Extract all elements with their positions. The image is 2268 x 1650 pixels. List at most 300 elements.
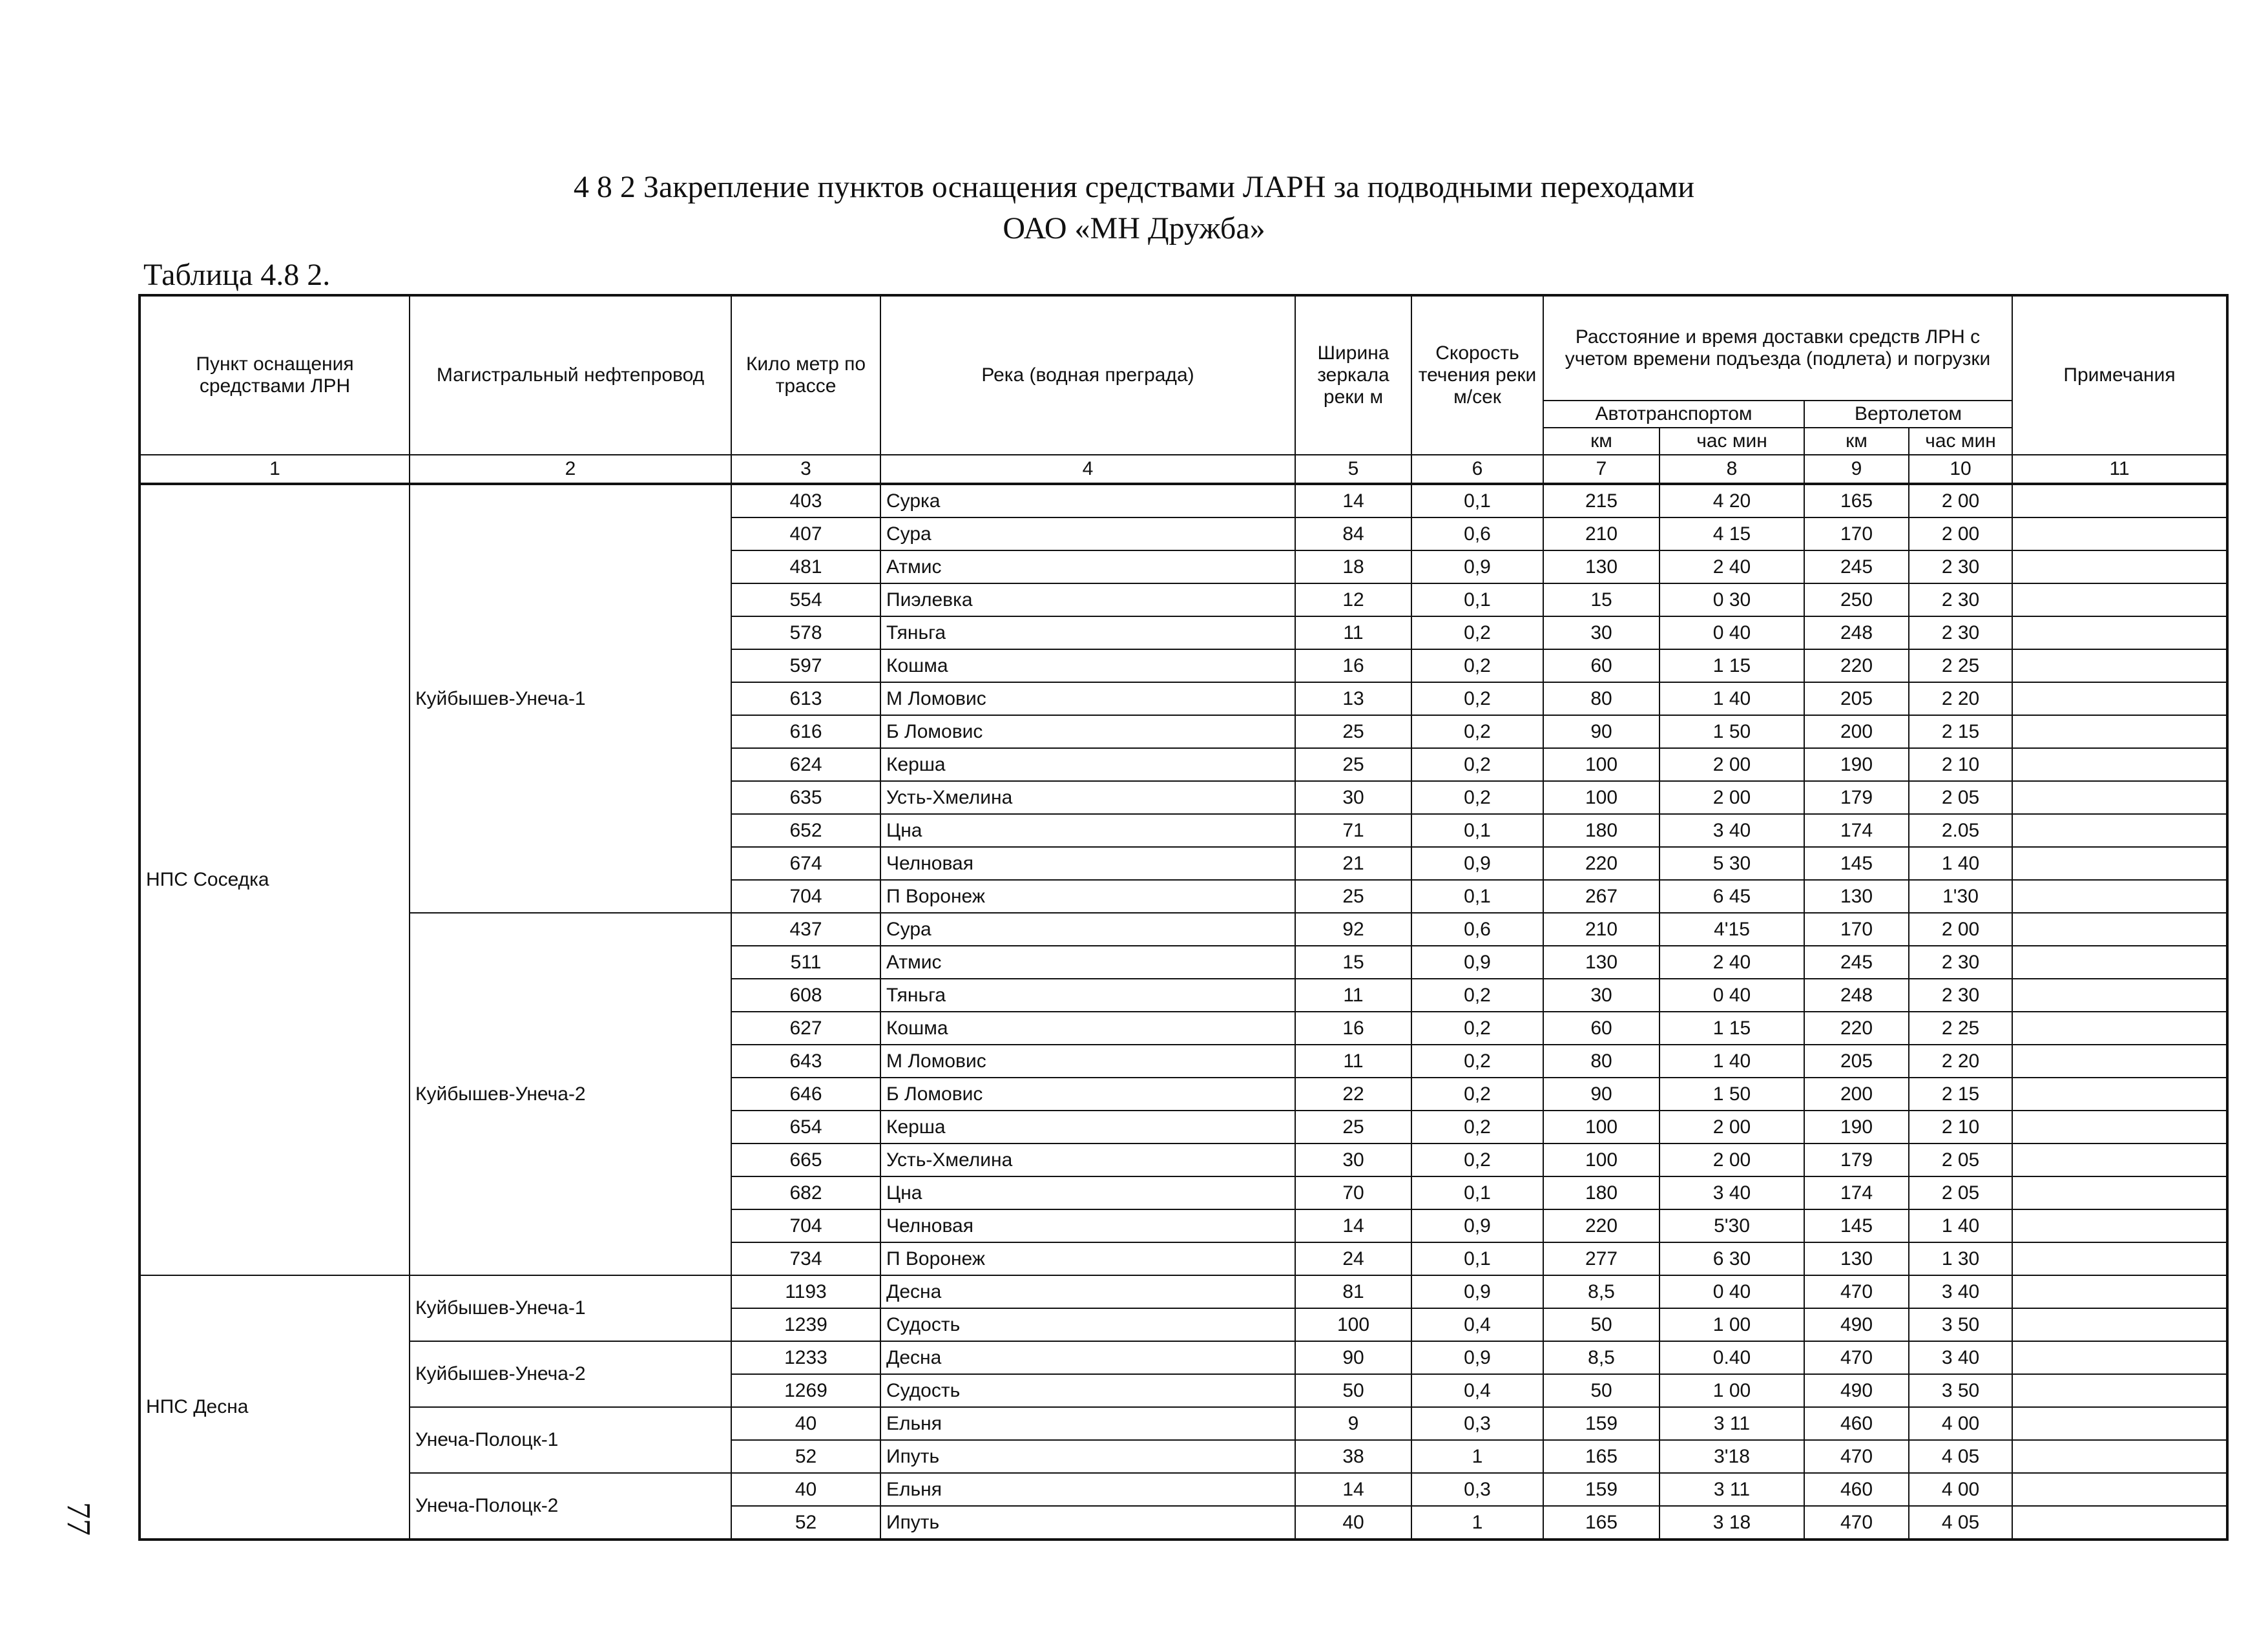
notes-cell <box>2012 814 2227 847</box>
width-cell: 14 <box>1295 484 1411 517</box>
table-row <box>140 1341 2227 1374</box>
width-cell: 16 <box>1295 1012 1411 1045</box>
heli-time-cell: 2 30 <box>1909 946 2012 979</box>
km-cell: 608 <box>731 979 880 1012</box>
auto-km-cell: 8,5 <box>1543 1341 1659 1374</box>
width-cell: 25 <box>1295 715 1411 748</box>
header-heli: Вертолетом <box>1804 401 2012 428</box>
heli-km-cell: 250 <box>1804 583 1909 616</box>
river-cell: П Воронеж <box>880 880 1295 913</box>
km-cell: 597 <box>731 649 880 682</box>
auto-km-cell: 100 <box>1543 1111 1659 1144</box>
river-cell: Ельня <box>880 1407 1295 1440</box>
notes-cell <box>2012 979 2227 1012</box>
river-cell: Усть-Хмелина <box>880 1144 1295 1176</box>
river-cell: Челновая <box>880 847 1295 880</box>
header-river: Река (водная преграда) <box>880 295 1295 455</box>
heli-time-cell: 2 05 <box>1909 1176 2012 1209</box>
notes-cell <box>2012 1308 2227 1341</box>
width-cell: 11 <box>1295 616 1411 649</box>
pipeline-cell: Унеча-Полоцк-2 <box>410 1473 731 1540</box>
heli-time-cell: 2 20 <box>1909 682 2012 715</box>
heli-km-cell: 170 <box>1804 517 1909 550</box>
auto-time-cell: 1 00 <box>1659 1308 1804 1341</box>
column-number: 8 <box>1659 455 1804 484</box>
km-cell: 646 <box>731 1078 880 1111</box>
km-cell: 704 <box>731 1209 880 1242</box>
auto-time-cell: 3 40 <box>1659 1176 1804 1209</box>
auto-time-cell: 1 40 <box>1659 1045 1804 1078</box>
heli-km-cell: 460 <box>1804 1407 1909 1440</box>
km-cell: 1193 <box>731 1275 880 1308</box>
header-width: Ширина зеркала реки м <box>1295 295 1411 455</box>
heli-time-cell: 4 05 <box>1909 1440 2012 1473</box>
heli-time-cell: 2 15 <box>1909 715 2012 748</box>
notes-cell <box>2012 946 2227 979</box>
auto-km-cell: 100 <box>1543 1144 1659 1176</box>
heli-km-cell: 179 <box>1804 1144 1909 1176</box>
auto-time-cell: 4 15 <box>1659 517 1804 550</box>
auto-km-cell: 267 <box>1543 880 1659 913</box>
heli-time-cell: 2 30 <box>1909 616 2012 649</box>
notes-cell <box>2012 1045 2227 1078</box>
heli-km-cell: 205 <box>1804 1045 1909 1078</box>
km-cell: 578 <box>731 616 880 649</box>
heli-time-cell: 2 10 <box>1909 748 2012 781</box>
width-cell: 40 <box>1295 1506 1411 1540</box>
auto-km-cell: 220 <box>1543 847 1659 880</box>
heli-time-cell: 2 05 <box>1909 781 2012 814</box>
river-cell: Судость <box>880 1374 1295 1407</box>
width-cell: 24 <box>1295 1242 1411 1275</box>
width-cell: 13 <box>1295 682 1411 715</box>
speed-cell: 0,9 <box>1411 946 1543 979</box>
notes-cell <box>2012 616 2227 649</box>
column-number: 7 <box>1543 455 1659 484</box>
km-cell: 437 <box>731 913 880 946</box>
heli-km-cell: 145 <box>1804 1209 1909 1242</box>
auto-time-cell: 3 11 <box>1659 1407 1804 1440</box>
auto-km-cell: 210 <box>1543 913 1659 946</box>
document-title <box>0 167 2268 249</box>
km-cell: 627 <box>731 1012 880 1045</box>
speed-cell: 0,2 <box>1411 1012 1543 1045</box>
auto-time-cell: 1 15 <box>1659 1012 1804 1045</box>
auto-time-cell: 1 50 <box>1659 1078 1804 1111</box>
heli-time-cell: 1 30 <box>1909 1242 2012 1275</box>
pipeline-cell: Куйбышев-Унеча-1 <box>410 484 731 913</box>
width-cell: 25 <box>1295 880 1411 913</box>
auto-time-cell: 0 40 <box>1659 979 1804 1012</box>
heli-time-cell: 2 15 <box>1909 1078 2012 1111</box>
speed-cell: 0,2 <box>1411 781 1543 814</box>
km-cell: 654 <box>731 1111 880 1144</box>
notes-cell <box>2012 649 2227 682</box>
speed-cell: 0,9 <box>1411 1275 1543 1308</box>
auto-km-cell: 100 <box>1543 748 1659 781</box>
heli-time-cell: 4 00 <box>1909 1407 2012 1440</box>
river-cell: Керша <box>880 1111 1295 1144</box>
river-cell: Ипуть <box>880 1506 1295 1540</box>
width-cell: 81 <box>1295 1275 1411 1308</box>
speed-cell: 0,2 <box>1411 979 1543 1012</box>
header-pipeline: Магистральный нефтепровод <box>410 295 731 455</box>
km-cell: 682 <box>731 1176 880 1209</box>
river-cell: Кошма <box>880 1012 1295 1045</box>
header-heli-km: км <box>1804 428 1909 455</box>
speed-cell: 0,3 <box>1411 1473 1543 1506</box>
km-cell: 407 <box>731 517 880 550</box>
table-row <box>140 1275 2227 1308</box>
heli-km-cell: 490 <box>1804 1374 1909 1407</box>
river-cell: Челновая <box>880 1209 1295 1242</box>
auto-time-cell: 1 50 <box>1659 715 1804 748</box>
heli-time-cell: 2 30 <box>1909 979 2012 1012</box>
speed-cell: 0,2 <box>1411 616 1543 649</box>
heli-km-cell: 174 <box>1804 1176 1909 1209</box>
notes-cell <box>2012 583 2227 616</box>
auto-km-cell: 30 <box>1543 616 1659 649</box>
auto-km-cell: 180 <box>1543 814 1659 847</box>
column-number: 2 <box>410 455 731 484</box>
auto-km-cell: 50 <box>1543 1374 1659 1407</box>
auto-km-cell: 210 <box>1543 517 1659 550</box>
heli-km-cell: 179 <box>1804 781 1909 814</box>
notes-cell <box>2012 682 2227 715</box>
width-cell: 38 <box>1295 1440 1411 1473</box>
auto-time-cell: 2 00 <box>1659 748 1804 781</box>
station-cell: НПС Десна <box>140 1275 410 1540</box>
title-line-1: 4 8 2 Закрепление пунктов оснащения средствами ЛАРН за подводными переходами <box>573 170 1695 204</box>
heli-km-cell: 174 <box>1804 814 1909 847</box>
heli-km-cell: 220 <box>1804 1012 1909 1045</box>
auto-time-cell: 6 30 <box>1659 1242 1804 1275</box>
width-cell: 50 <box>1295 1374 1411 1407</box>
auto-km-cell: 80 <box>1543 1045 1659 1078</box>
auto-time-cell: 4'15 <box>1659 913 1804 946</box>
heli-time-cell: 3 50 <box>1909 1374 2012 1407</box>
auto-km-cell: 90 <box>1543 715 1659 748</box>
header-station: Пункт оснащения средствами ЛРН <box>140 295 410 455</box>
speed-cell: 0,1 <box>1411 484 1543 517</box>
river-cell: Усть-Хмелина <box>880 781 1295 814</box>
notes-cell <box>2012 1144 2227 1176</box>
river-cell: Ельня <box>880 1473 1295 1506</box>
column-number: 5 <box>1295 455 1411 484</box>
width-cell: 25 <box>1295 1111 1411 1144</box>
auto-time-cell: 6 45 <box>1659 880 1804 913</box>
heli-km-cell: 190 <box>1804 748 1909 781</box>
auto-km-cell: 130 <box>1543 946 1659 979</box>
column-number: 9 <box>1804 455 1909 484</box>
heli-km-cell: 220 <box>1804 649 1909 682</box>
header-auto-time: час мин <box>1659 428 1804 455</box>
notes-cell <box>2012 484 2227 517</box>
river-cell: М Ломовис <box>880 682 1295 715</box>
auto-km-cell: 60 <box>1543 649 1659 682</box>
notes-cell <box>2012 1440 2227 1473</box>
km-cell: 52 <box>731 1506 880 1540</box>
heli-time-cell: 2 10 <box>1909 1111 2012 1144</box>
heli-time-cell: 2 30 <box>1909 550 2012 583</box>
heli-time-cell: 2 00 <box>1909 913 2012 946</box>
auto-time-cell: 3 11 <box>1659 1473 1804 1506</box>
column-number: 6 <box>1411 455 1543 484</box>
speed-cell: 0,1 <box>1411 1176 1543 1209</box>
speed-cell: 0,1 <box>1411 1242 1543 1275</box>
auto-km-cell: 30 <box>1543 979 1659 1012</box>
notes-cell <box>2012 550 2227 583</box>
width-cell: 14 <box>1295 1209 1411 1242</box>
notes-cell <box>2012 715 2227 748</box>
heli-time-cell: 3 40 <box>1909 1275 2012 1308</box>
width-cell: 15 <box>1295 946 1411 979</box>
auto-km-cell: 165 <box>1543 1506 1659 1540</box>
notes-cell <box>2012 1374 2227 1407</box>
speed-cell: 0,6 <box>1411 517 1543 550</box>
river-cell: Ипуть <box>880 1440 1295 1473</box>
assignment-table <box>138 294 2229 1541</box>
header-speed: Скорость течения реки м/сек <box>1411 295 1543 455</box>
km-cell: 481 <box>731 550 880 583</box>
width-cell: 84 <box>1295 517 1411 550</box>
km-cell: 1239 <box>731 1308 880 1341</box>
river-cell: Цна <box>880 1176 1295 1209</box>
notes-cell <box>2012 1209 2227 1242</box>
heli-km-cell: 205 <box>1804 682 1909 715</box>
speed-cell: 0,2 <box>1411 715 1543 748</box>
auto-time-cell: 2 40 <box>1659 946 1804 979</box>
speed-cell: 0,9 <box>1411 550 1543 583</box>
heli-km-cell: 490 <box>1804 1308 1909 1341</box>
speed-cell: 0,2 <box>1411 1045 1543 1078</box>
auto-time-cell: 0 40 <box>1659 616 1804 649</box>
heli-time-cell: 1 40 <box>1909 847 2012 880</box>
auto-km-cell: 60 <box>1543 1012 1659 1045</box>
column-number: 11 <box>2012 455 2227 484</box>
notes-cell <box>2012 781 2227 814</box>
notes-cell <box>2012 1407 2227 1440</box>
km-cell: 403 <box>731 484 880 517</box>
auto-time-cell: 3'18 <box>1659 1440 1804 1473</box>
notes-cell <box>2012 1341 2227 1374</box>
auto-time-cell: 1 40 <box>1659 682 1804 715</box>
river-cell: Десна <box>880 1341 1295 1374</box>
heli-km-cell: 200 <box>1804 715 1909 748</box>
header-heli-time: час мин <box>1909 428 2012 455</box>
speed-cell: 0,2 <box>1411 748 1543 781</box>
table-row <box>140 1473 2227 1506</box>
auto-km-cell: 100 <box>1543 781 1659 814</box>
header-notes: Примечания <box>2012 295 2227 455</box>
auto-time-cell: 2 00 <box>1659 781 1804 814</box>
heli-km-cell: 200 <box>1804 1078 1909 1111</box>
heli-km-cell: 460 <box>1804 1473 1909 1506</box>
speed-cell: 1 <box>1411 1506 1543 1540</box>
auto-time-cell: 4 20 <box>1659 484 1804 517</box>
pipeline-cell: Унеча-Полоцк-1 <box>410 1407 731 1473</box>
auto-time-cell: 1 00 <box>1659 1374 1804 1407</box>
heli-km-cell: 470 <box>1804 1440 1909 1473</box>
auto-km-cell: 215 <box>1543 484 1659 517</box>
width-cell: 11 <box>1295 979 1411 1012</box>
page-number: 77 <box>60 1502 97 1536</box>
heli-time-cell: 3 50 <box>1909 1308 2012 1341</box>
speed-cell: 0,2 <box>1411 649 1543 682</box>
notes-cell <box>2012 847 2227 880</box>
auto-km-cell: 8,5 <box>1543 1275 1659 1308</box>
column-number: 10 <box>1909 455 2012 484</box>
auto-time-cell: 3 18 <box>1659 1506 1804 1540</box>
speed-cell: 0,2 <box>1411 1144 1543 1176</box>
heli-time-cell: 4 05 <box>1909 1506 2012 1540</box>
auto-time-cell: 5 30 <box>1659 847 1804 880</box>
speed-cell: 0,4 <box>1411 1308 1543 1341</box>
river-cell: Сура <box>880 517 1295 550</box>
notes-cell <box>2012 1078 2227 1111</box>
speed-cell: 0,1 <box>1411 880 1543 913</box>
river-cell: Б Ломовис <box>880 1078 1295 1111</box>
speed-cell: 0,2 <box>1411 1111 1543 1144</box>
notes-cell <box>2012 1111 2227 1144</box>
speed-cell: 0,9 <box>1411 847 1543 880</box>
notes-cell <box>2012 1176 2227 1209</box>
river-cell: Керша <box>880 748 1295 781</box>
auto-time-cell: 0.40 <box>1659 1341 1804 1374</box>
speed-cell: 0,6 <box>1411 913 1543 946</box>
width-cell: 71 <box>1295 814 1411 847</box>
pipeline-cell: Куйбышев-Унеча-2 <box>410 913 731 1275</box>
table-row <box>140 1407 2227 1440</box>
heli-time-cell: 1'30 <box>1909 880 2012 913</box>
notes-cell <box>2012 1473 2227 1506</box>
heli-time-cell: 2 00 <box>1909 484 2012 517</box>
table-caption: Таблица 4.8 2. <box>143 258 331 292</box>
auto-km-cell: 159 <box>1543 1407 1659 1440</box>
auto-km-cell: 220 <box>1543 1209 1659 1242</box>
river-cell: Десна <box>880 1275 1295 1308</box>
width-cell: 30 <box>1295 1144 1411 1176</box>
river-cell: Сурка <box>880 484 1295 517</box>
auto-km-cell: 130 <box>1543 550 1659 583</box>
auto-km-cell: 80 <box>1543 682 1659 715</box>
km-cell: 40 <box>731 1473 880 1506</box>
auto-time-cell: 2 00 <box>1659 1111 1804 1144</box>
heli-time-cell: 2.05 <box>1909 814 2012 847</box>
heli-km-cell: 130 <box>1804 880 1909 913</box>
river-cell: Судость <box>880 1308 1295 1341</box>
auto-km-cell: 50 <box>1543 1308 1659 1341</box>
auto-time-cell: 2 00 <box>1659 1144 1804 1176</box>
notes-cell <box>2012 1242 2227 1275</box>
km-cell: 652 <box>731 814 880 847</box>
speed-cell: 0,9 <box>1411 1209 1543 1242</box>
header-km: Кило метр по трассе <box>731 295 880 455</box>
notes-cell <box>2012 1012 2227 1045</box>
heli-km-cell: 130 <box>1804 1242 1909 1275</box>
auto-time-cell: 2 40 <box>1659 550 1804 583</box>
width-cell: 30 <box>1295 781 1411 814</box>
auto-time-cell: 3 40 <box>1659 814 1804 847</box>
notes-cell <box>2012 748 2227 781</box>
river-cell: М Ломовис <box>880 1045 1295 1078</box>
km-cell: 643 <box>731 1045 880 1078</box>
km-cell: 734 <box>731 1242 880 1275</box>
notes-cell <box>2012 1275 2227 1308</box>
km-cell: 665 <box>731 1144 880 1176</box>
table-row <box>140 484 2227 517</box>
km-cell: 635 <box>731 781 880 814</box>
column-number: 4 <box>880 455 1295 484</box>
speed-cell: 1 <box>1411 1440 1543 1473</box>
km-cell: 554 <box>731 583 880 616</box>
heli-time-cell: 2 20 <box>1909 1045 2012 1078</box>
pipeline-cell: Куйбышев-Унеча-2 <box>410 1341 731 1407</box>
km-cell: 704 <box>731 880 880 913</box>
header-auto-km: км <box>1543 428 1659 455</box>
heli-km-cell: 165 <box>1804 484 1909 517</box>
speed-cell: 0,9 <box>1411 1341 1543 1374</box>
heli-time-cell: 1 40 <box>1909 1209 2012 1242</box>
width-cell: 18 <box>1295 550 1411 583</box>
heli-km-cell: 245 <box>1804 946 1909 979</box>
heli-time-cell: 2 30 <box>1909 583 2012 616</box>
width-cell: 21 <box>1295 847 1411 880</box>
heli-time-cell: 4 00 <box>1909 1473 2012 1506</box>
width-cell: 11 <box>1295 1045 1411 1078</box>
width-cell: 12 <box>1295 583 1411 616</box>
river-cell: Тяньга <box>880 979 1295 1012</box>
auto-time-cell: 0 30 <box>1659 583 1804 616</box>
river-cell: Пиэлевка <box>880 583 1295 616</box>
table-body <box>140 484 2227 1540</box>
heli-km-cell: 248 <box>1804 616 1909 649</box>
heli-km-cell: 248 <box>1804 979 1909 1012</box>
river-cell: Цна <box>880 814 1295 847</box>
auto-time-cell: 1 15 <box>1659 649 1804 682</box>
auto-km-cell: 180 <box>1543 1176 1659 1209</box>
km-cell: 511 <box>731 946 880 979</box>
km-cell: 40 <box>731 1407 880 1440</box>
width-cell: 25 <box>1295 748 1411 781</box>
width-cell: 14 <box>1295 1473 1411 1506</box>
auto-km-cell: 159 <box>1543 1473 1659 1506</box>
width-cell: 90 <box>1295 1341 1411 1374</box>
width-cell: 70 <box>1295 1176 1411 1209</box>
speed-cell: 0,1 <box>1411 814 1543 847</box>
heli-km-cell: 170 <box>1804 913 1909 946</box>
heli-time-cell: 2 00 <box>1909 517 2012 550</box>
auto-km-cell: 277 <box>1543 1242 1659 1275</box>
notes-cell <box>2012 1506 2227 1540</box>
river-cell: Атмис <box>880 550 1295 583</box>
column-number-row <box>140 455 2227 484</box>
heli-km-cell: 470 <box>1804 1275 1909 1308</box>
column-number: 3 <box>731 455 880 484</box>
river-cell: Атмис <box>880 946 1295 979</box>
heli-km-cell: 145 <box>1804 847 1909 880</box>
km-cell: 613 <box>731 682 880 715</box>
river-cell: Б Ломовис <box>880 715 1295 748</box>
pipeline-cell: Куйбышев-Унеча-1 <box>410 1275 731 1341</box>
speed-cell: 0,2 <box>1411 682 1543 715</box>
heli-km-cell: 470 <box>1804 1341 1909 1374</box>
km-cell: 674 <box>731 847 880 880</box>
width-cell: 22 <box>1295 1078 1411 1111</box>
table-row <box>140 913 2227 946</box>
river-cell: П Воронеж <box>880 1242 1295 1275</box>
heli-km-cell: 245 <box>1804 550 1909 583</box>
